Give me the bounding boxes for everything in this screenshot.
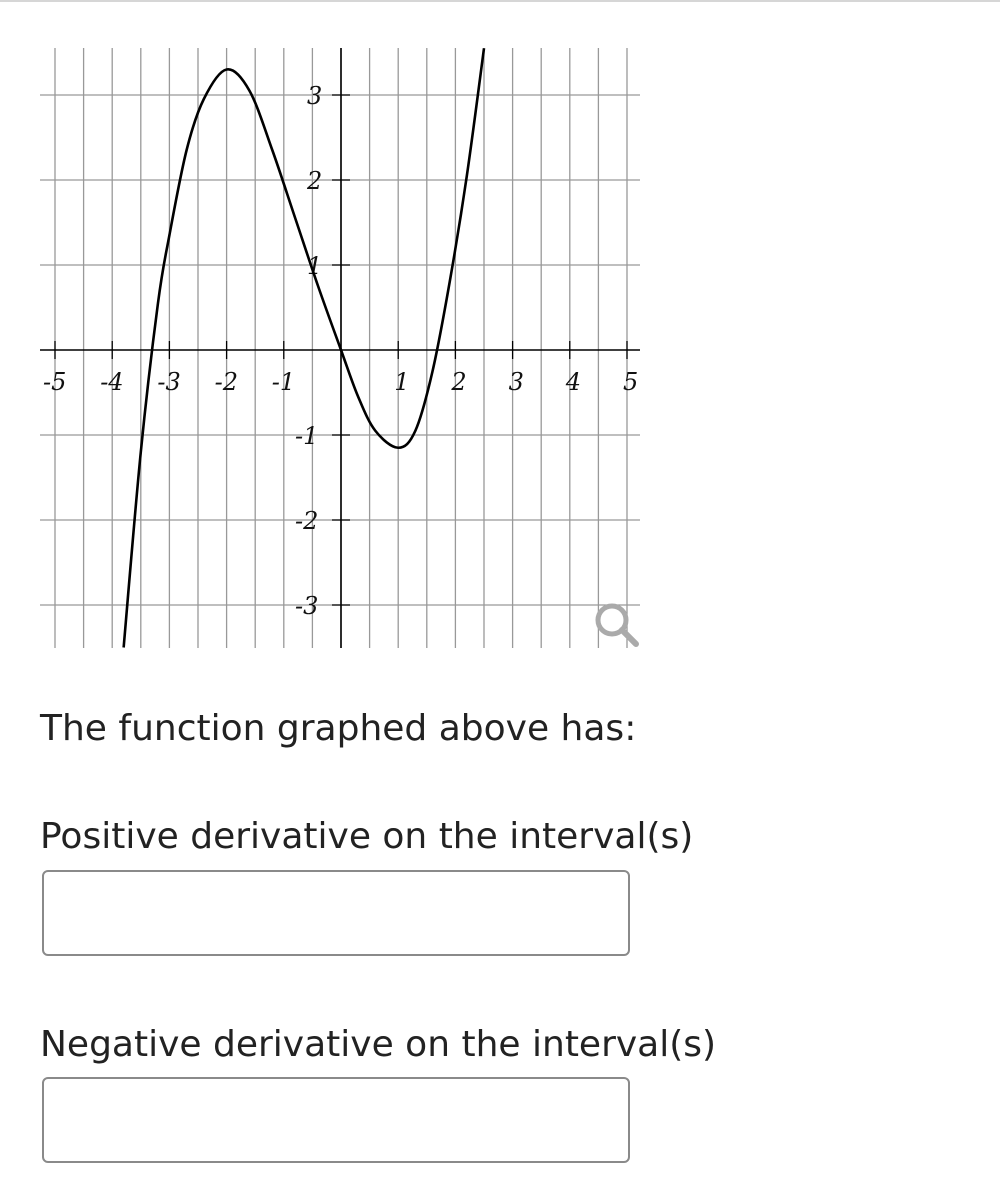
negative-derivative-input[interactable] [42, 1077, 630, 1163]
x-tick-label: -5 [43, 368, 67, 396]
y-tick-label: -2 [295, 507, 319, 535]
x-tick-label: 4 [565, 368, 582, 396]
x-tick-label: -1 [271, 368, 296, 396]
x-tick-label: -2 [214, 368, 238, 396]
positive-derivative-label: Positive derivative on the interval(s) [40, 816, 694, 857]
x-tick-label: -3 [157, 368, 181, 396]
x-tick-label: 5 [623, 368, 639, 396]
negative-derivative-label: Negative derivative on the interval(s) [40, 1024, 717, 1065]
x-tick-label: 3 [508, 368, 524, 396]
question-intro: The function graphed above has: [40, 708, 637, 749]
positive-derivative-input[interactable] [42, 870, 630, 956]
x-tick-label: 1 [394, 368, 410, 396]
y-tick-label: -1 [295, 422, 319, 450]
y-tick-label: 2 [307, 167, 323, 195]
x-tick-label: -4 [100, 368, 124, 396]
y-tick-label: -3 [295, 592, 319, 620]
x-tick-label: 2 [451, 368, 467, 396]
magnifier-icon[interactable] [598, 606, 636, 644]
function-curve [124, 48, 484, 647]
y-tick-label: 3 [307, 82, 323, 110]
y-tick-label: 1 [307, 252, 323, 280]
